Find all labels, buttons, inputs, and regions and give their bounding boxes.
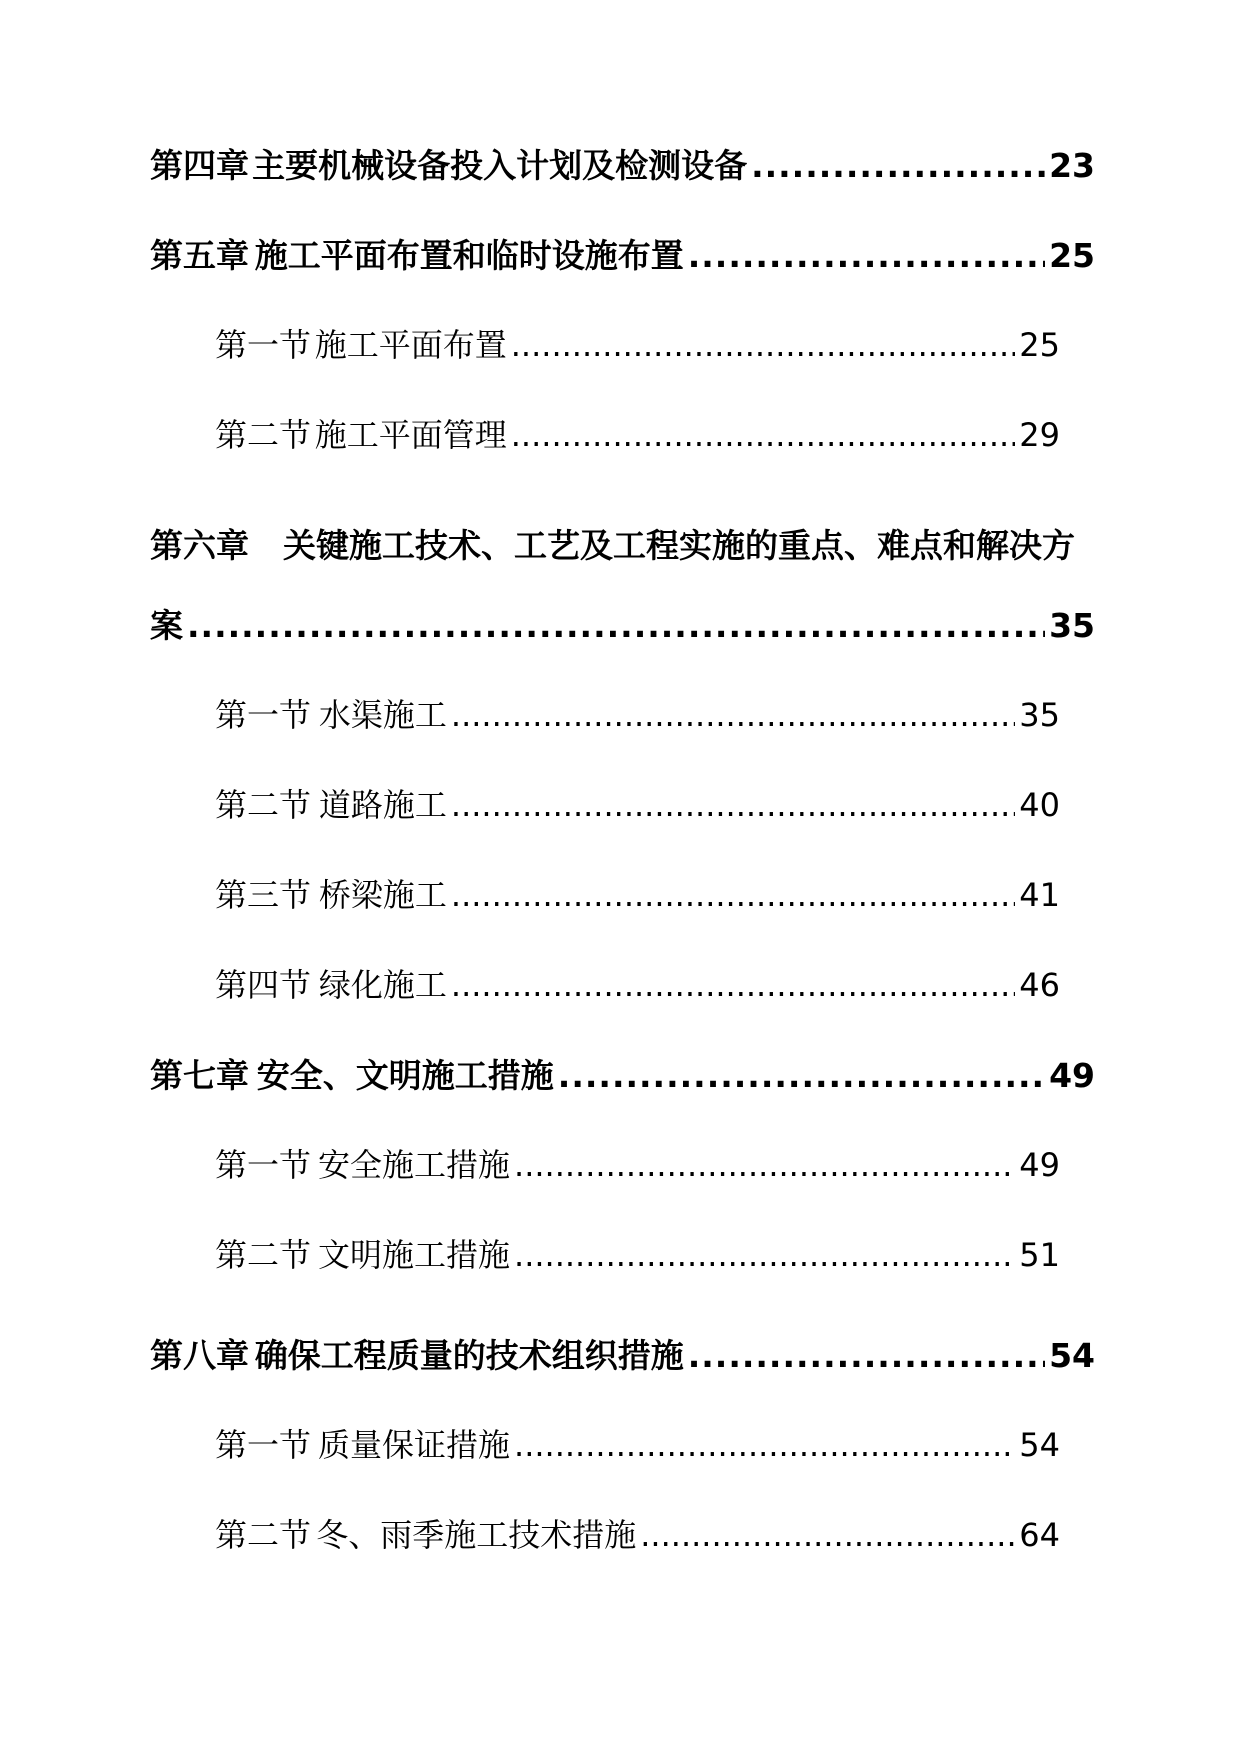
section-number: 第四节: [215, 966, 312, 1004]
chapter-number: 第四章: [150, 146, 249, 185]
section-number: 第二节: [215, 1236, 312, 1274]
dot-leader: [451, 966, 1015, 1004]
section-number: 第二节: [215, 786, 312, 824]
toc-entry-section-7-1[interactable]: [215, 1140, 1060, 1190]
chapter-title-continued: 案: [150, 606, 183, 645]
page-number: 29: [1019, 416, 1060, 454]
page-number: 49: [1019, 1146, 1060, 1184]
section-number: 第一节: [215, 1426, 312, 1464]
section-title: 安全施工措施: [318, 1146, 511, 1184]
section-title: 冬、雨季施工技术措施: [316, 1516, 637, 1554]
chapter-title: 主要机械设备投入计划及检测设备: [252, 146, 748, 185]
page-number: 41: [1019, 876, 1060, 914]
section-number: 第一节: [215, 696, 312, 734]
toc-entry-chapter-6-line-2[interactable]: [150, 600, 1095, 650]
chapter-title: 关键施工技术、工艺及工程实施的重点、难点和解决方: [283, 526, 1075, 565]
page-number: 25: [1019, 326, 1060, 364]
page-number: 49: [1049, 1056, 1095, 1095]
chapter-title: 安全、文明施工措施: [256, 1056, 554, 1095]
dot-leader: [688, 236, 1045, 275]
section-title: 道路施工: [318, 786, 447, 824]
section-number: 第二节: [215, 1516, 312, 1554]
chapter-number: 第八章: [150, 1336, 249, 1375]
dot-leader: [558, 1056, 1045, 1095]
toc-entry-section-6-2[interactable]: [215, 780, 1060, 830]
section-title: 质量保证措施: [318, 1426, 511, 1464]
toc-entry-chapter-5[interactable]: [150, 230, 1095, 280]
chapter-title: 施工平面布置和临时设施布置: [254, 236, 684, 275]
chapter-number: 第六章: [150, 526, 249, 565]
toc-entry-chapter-7[interactable]: [150, 1050, 1095, 1100]
toc-entry-section-8-2[interactable]: [215, 1510, 1060, 1560]
dot-leader: [451, 696, 1015, 734]
page-number: 23: [1049, 146, 1095, 185]
section-title: 文明施工措施: [318, 1236, 511, 1274]
dot-leader: [511, 326, 1016, 364]
section-title: 施工平面布置: [314, 326, 507, 364]
toc-entry-chapter-8[interactable]: [150, 1330, 1095, 1380]
page-number: 46: [1019, 966, 1060, 1004]
section-number: 第三节: [215, 876, 312, 914]
dot-leader: [187, 606, 1045, 645]
section-number: 第二节: [215, 416, 312, 454]
toc-entry-section-6-1[interactable]: [215, 690, 1060, 740]
dot-leader: [514, 1146, 1015, 1184]
dot-leader: [451, 786, 1015, 824]
toc-entry-chapter-6-line-1[interactable]: [150, 520, 1075, 570]
section-title: 绿化施工: [318, 966, 447, 1004]
dot-leader: [511, 416, 1016, 454]
toc-entry-section-6-4[interactable]: [215, 960, 1060, 1010]
toc-entry-section-7-2[interactable]: [215, 1230, 1060, 1280]
section-title: 桥梁施工: [318, 876, 447, 914]
page-number: 54: [1049, 1336, 1095, 1375]
chapter-number: 第七章: [150, 1056, 249, 1095]
toc-entry-section-6-3[interactable]: [215, 870, 1060, 920]
page-number: 64: [1019, 1516, 1060, 1554]
dot-leader: [688, 1336, 1045, 1375]
page-number: 35: [1019, 696, 1060, 734]
dot-leader: [640, 1516, 1015, 1554]
section-title: 施工平面管理: [314, 416, 507, 454]
section-title: 水渠施工: [318, 696, 447, 734]
chapter-title: 确保工程质量的技术组织措施: [254, 1336, 684, 1375]
dot-leader: [451, 876, 1015, 914]
dot-leader: [514, 1426, 1015, 1464]
toc-entry-section-5-1[interactable]: [215, 320, 1060, 370]
page-number: 25: [1049, 236, 1095, 275]
page-number: 35: [1049, 606, 1095, 645]
toc-entry-section-5-2[interactable]: [215, 410, 1060, 460]
toc-entry-section-8-1[interactable]: [215, 1420, 1060, 1470]
dot-leader: [751, 146, 1045, 185]
toc-entry-chapter-4[interactable]: [150, 140, 1095, 190]
page-number: 51: [1019, 1236, 1060, 1274]
page-number: 40: [1019, 786, 1060, 824]
page-number: 54: [1019, 1426, 1060, 1464]
dot-leader: [514, 1236, 1015, 1274]
section-number: 第一节: [215, 326, 312, 364]
chapter-number: 第五章: [150, 236, 249, 275]
section-number: 第一节: [215, 1146, 312, 1184]
